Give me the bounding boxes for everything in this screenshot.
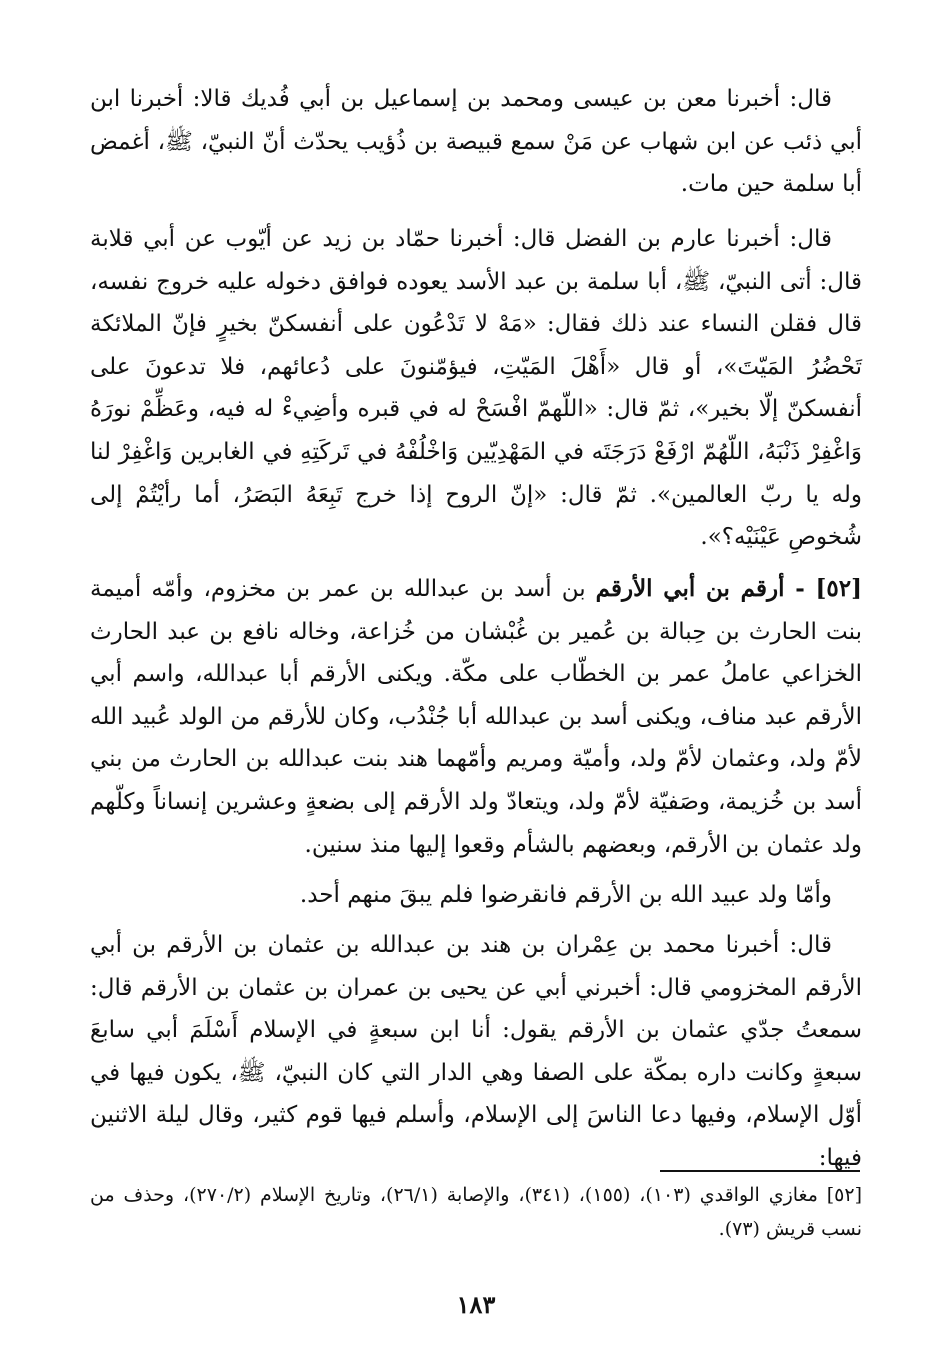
paragraph-3-text: بن أسد بن عبدالله بن عمر بن مخزوم، وأمّه أميمة بنت الحارث بن حِبالة بن عُمير بن غُبْشان من خُزاعة، وخاله نافع بن عبد الحارث الخزاعي عاملُ عمر بن الخطّاب على مكّة. ويكنى الأرقم أبا عبدالله، واسم أبي الأرقم عبد مناف، ويكنى أسد بن عبدالله أبا جُنْدُب، وكان للأرقم من الولد عُبيد الله لأمّ ولد، وعثمان لأمّ ولد، وأميّة ومريم وأمّهما هند بنت عبدالله بن الحارث من بني أسد بن خُزيمة، وصَفيّة لأمّ ولد، ويتعادّ ولد الأرقم إلى بضعةٍ وعشرين إنساناً وكلّهم ولد عثمان بن الأرقم، وبعضهم بالشأم وقعوا إليها منذ سنين. xyxy=(90,576,862,858)
paragraph-5-text: قال: أخبرنا محمد بن عِمْران بن هند بن عبدالله بن عثمان بن الأرقم بن أبي الأرقم المخزومي قال: أخبرني أبي عن يحيى بن عمران بن عثمان بن الأرقم قال: سمعتُ جدّي عثمان بن الأرقم يقول: أنا ابن سبعةٍ في الإسلام أَسْلَمَ أبي سابعَ سبعةٍ وكانت داره بمكّة على الصفا وهي الدار التي كان النبيّ، ﷺ، يكون فيها في أوّل الإسلام، وفيها دعا الناسَ إلى الإسلام، وأسلم فيها قوم كثير، وقال ليلة الاثنين فيها: xyxy=(90,932,862,1171)
paragraph-1 xyxy=(90,78,862,206)
page-number: ١٨٣ xyxy=(456,1290,496,1319)
footnote-text: [٥٢] مغازي الواقدي (١٠٣)، (١٥٥)، (٣٤١)، والإصابة (٢٦/١)، وتاريخ الإسلام (٢٧٠/٢)، وحذف من نسب قريش (٧٣). xyxy=(90,1184,863,1240)
entry-heading: [٥٢] - أرقم بن أبي الأرقم xyxy=(595,575,862,602)
paragraph-5 xyxy=(90,924,862,1180)
footnote-separator xyxy=(660,1170,860,1172)
paragraph-2 xyxy=(90,218,862,559)
paragraph-1-text: قال: أخبرنا معن بن عيسى ومحمد بن إسماعيل بن أبي فُديك قالا: أخبرنا ابن أبي ذئب عن ابن شهاب عن مَنْ سمع قبيصة بن ذُؤيب يحدّث أنّ النبيّ، ﷺ، أغمض أبا سلمة حين مات. xyxy=(90,86,862,198)
paragraph-4-text: وأمّا ولد عبيد الله بن الأرقم فانقرضوا فلم يبقَ منهم أحد. xyxy=(299,882,832,908)
paragraph-2-text: قال: أخبرنا عارم بن الفضل قال: أخبرنا حمّاد بن زيد عن أيّوب عن أبي قلابة قال: أتى النبيّ، ﷺ، أبا سلمة بن عبد الأسد يعوده فوافق دخوله عليه خروج نفسه، قال فقلن النساء عند ذلك فقال: «مَهْ لا تَدْعُون على أنفسكنّ بخيرٍ فإنّ الملائكة تَحْضُرُ المَيّتَ»، أو قال «أَهْلَ المَيّتِ، فيؤمّنونَ على دُعائهم، فلا تدعونَ على أنفسكنّ إلّا بخير»، ثمّ قال: «اللّهمّ افْسَحْ له في قبره وأضِيءْ له فيه، وعَظِّمْ نورَهُ وَاغْفِرْ ذَنْبَهُ، اللّهُمّ ارْفَعْ دَرَجَتَه في المَهْدِيّين وَاخْلُفْهُ في تَركَتِهِ في الغابرين وَاغْفِرْ لنا وله يا ربّ العالمين». ثمّ قال: «إنّ الروح إذا خرج تَبِعَهُ البَصَرُ، أما رأيْتُمْ إلى شُخوصِ عَيْنَيْه؟». xyxy=(90,226,862,551)
footnote xyxy=(90,1178,862,1246)
paragraph-4 xyxy=(90,874,862,917)
paragraph-3-biography xyxy=(90,568,862,866)
